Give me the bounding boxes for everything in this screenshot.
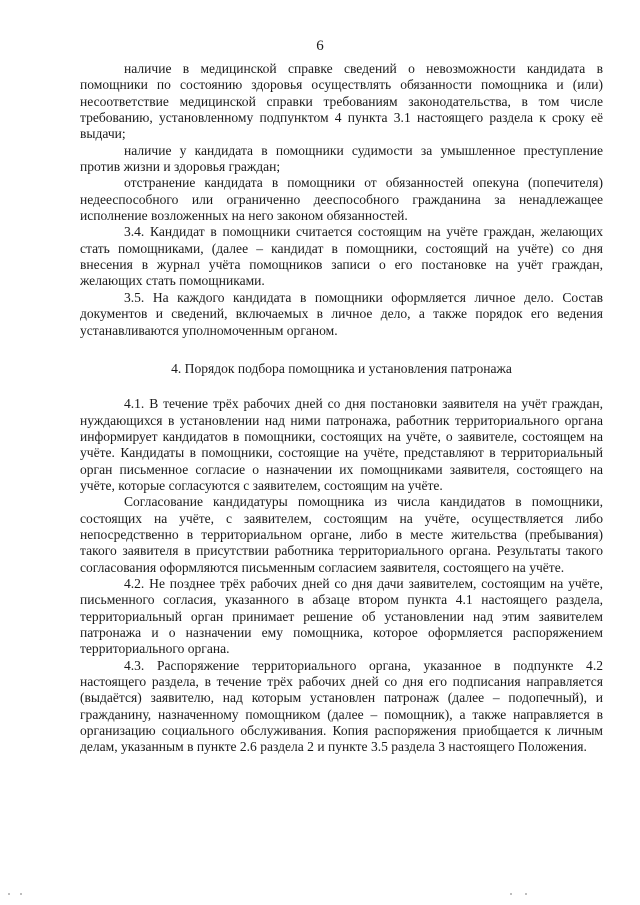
paragraph-4-3: 4.3. Распоряжение территориального органа, указанное в подпункте 4.2 настоящего раздела, в течение трёх рабочих дней со дня его подписания направляется (выдаётся) заявителю, над которым установлен патронаж (далее – подопечный), и гражданину, назначенному помощником (далее – помощник), а также направляется в организацию социального обслуживания. Копия распоряжения приобщается к личным делам, указанным в пункте 2.6 раздела 2 и пункте 3.5 раздела 3 настоящего Положения.: [80, 657, 603, 755]
scan-dot: [8, 893, 10, 895]
paragraph-4-2: 4.2. Не позднее трёх рабочих дней со дня дачи заявителем, состоящим на учёте, письменного согласия, указанного в абзаце втором пункта 4.1 настоящего раздела, территориальный орган принимает решение об установлении над этим заявителем патронажа и о назначении ему помощника, которое оформляется распоряжением территориального органа.: [80, 575, 603, 657]
scan-dot: [525, 893, 527, 895]
paragraph: наличие у кандидата в помощники судимости за умышленное преступление против жизни и здоровья граждан;: [80, 142, 603, 175]
paragraph: Согласование кандидатуры помощника из числа кандидатов в помощники, состоящих на учёте, с заявителем, состоящим на учёте, осуществляется либо непосредственно в территориальном органе, либо в месте жительства (пребывания) такого заявителя в присутствии работника территориального органа. Результаты такого согласования оформляются письменным согласием заявителя, состоящего на учёте.: [80, 494, 603, 575]
scan-dot: [510, 893, 512, 895]
page-number: 6: [316, 38, 324, 54]
paragraph: отстранение кандидата в помощники от обязанностей опекуна (попечителя) недееспособного или ограниченно дееспособного гражданина за ненадлежащее исполнение возложенных на него законом обязанностей.: [80, 175, 603, 224]
paragraph-3-4: 3.4. Кандидат в помощники считается состоящим на учёте граждан, желающих стать помощниками, (далее – кандидат в помощники, состоящий на учёте) со дня внесения в журнал учёта помощников записи о его постановке на учёт граждан, желающих стать помощниками.: [80, 224, 603, 289]
section-heading: 4. Порядок подбора помощника и установления патронажа: [171, 360, 512, 376]
document-body: [80, 61, 603, 756]
paragraph: наличие в медицинской справке сведений о невозможности кандидата в помощники по состоянию здоровья осуществлять обязанности помощника и (или) несоответствие медицинской справки требованиям законодательства, в том числе требованию, установленному подпунктом 4 пункта 3.1 настоящего раздела к сроку её выдачи;: [80, 61, 603, 142]
scan-artifacts: [0, 893, 640, 899]
scan-dot: [20, 893, 22, 895]
paragraph-3-5: 3.5. На каждого кандидата в помощники оформляется личное дело. Состав документов и сведений, включаемых в личное дело, а также порядок его ведения устанавливаются уполномоченным органом.: [80, 289, 603, 338]
paragraph-4-1: 4.1. В течение трёх рабочих дней со дня постановки заявителя на учёт граждан, нуждающихся в установлении над ними патронажа, работник территориального органа информирует кандидатов в помощники, состоящих на учёте, о заявителе, состоящем на учёте. Кандидаты в помощники, состоящие на учёте, представляют в территориальный орган письменное согласие о назначении их помощниками заявителя, состоящего на учёте, которые согласуются с заявителем, состоящим на учёте.: [80, 396, 603, 493]
